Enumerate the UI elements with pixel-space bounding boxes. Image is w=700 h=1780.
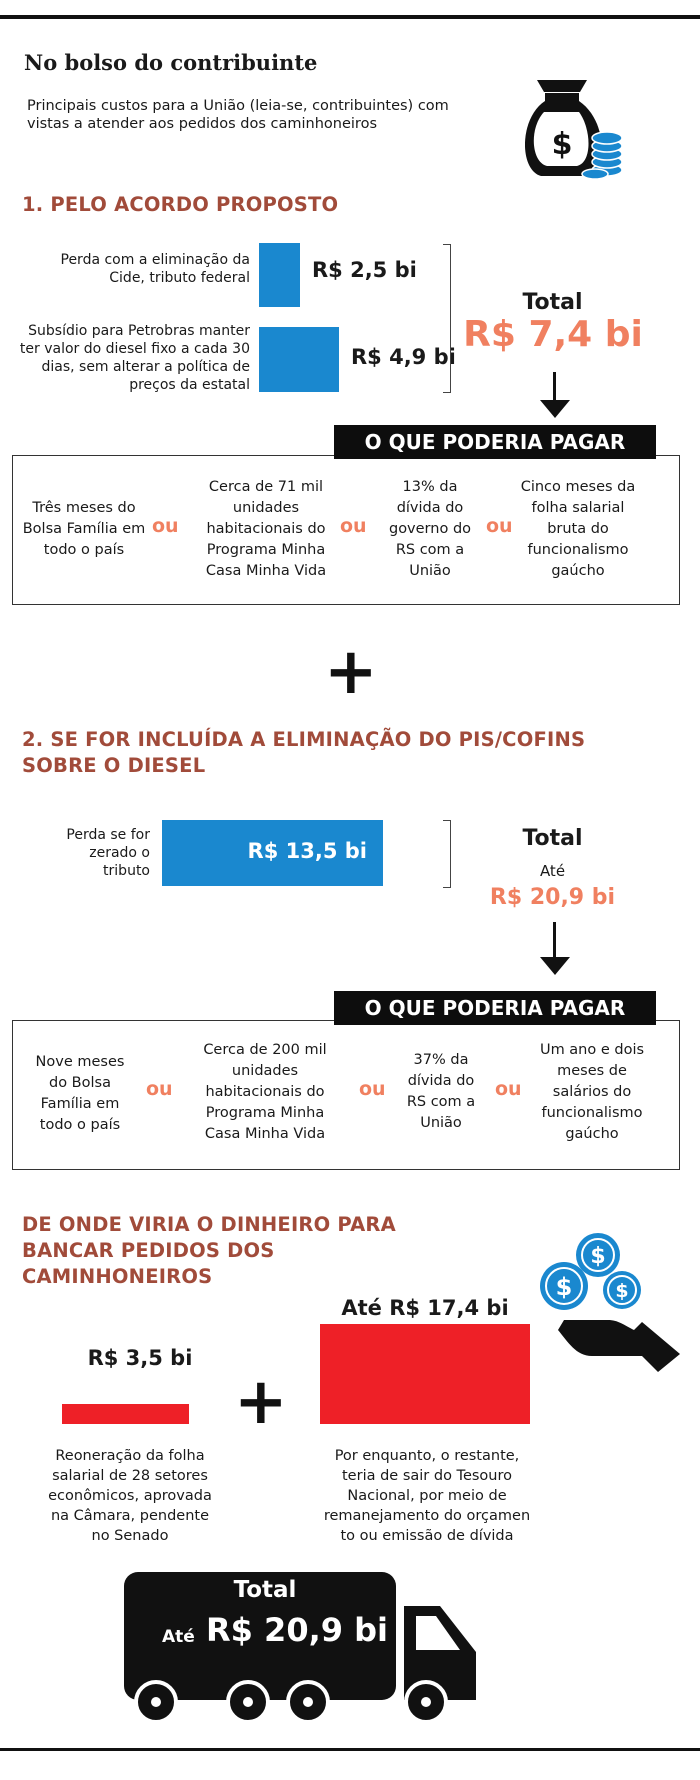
section1-bar1-value: R$ 2,5 bi: [312, 258, 417, 282]
section1-or-2: ou: [340, 515, 367, 537]
section2-could-pay-item-2: Cerca de 200 mil unidades habitacionais do Programa Minha Casa Minha Vida: [203, 1042, 327, 1142]
section1-could-pay-item-2: Cerca de 71 mil unidades habitacionais do Programa Minha Casa Minha Vida: [205, 479, 327, 579]
hand-with-dollar-coins-icon: [538, 1232, 683, 1372]
section2-could-pay-header: O QUE PODERIA PAGAR: [334, 991, 656, 1025]
section1-heading: 1. PELO ACORDO PROPOSTO: [22, 193, 339, 216]
bottom-rule: [0, 1748, 700, 1751]
section1-bar2: [259, 327, 339, 392]
truck-total-label: Total: [233, 1577, 297, 1603]
section3-right-value: Até R$ 17,4 bi: [341, 1296, 509, 1320]
section1-could-pay-item-4: Cinco meses da folha salarial bruta do funcionalismo gaúcho: [520, 479, 636, 579]
section2-could-pay-item-3: 37% da dívida do RS com a União: [406, 1052, 476, 1131]
truck-total-value: R$ 20,9 bi: [206, 1611, 389, 1649]
section3-left-bar: [62, 1404, 189, 1424]
svg-text:$: $: [555, 1273, 573, 1301]
section2-total-label: Total: [522, 826, 583, 851]
section2-or-2: ou: [359, 1078, 386, 1100]
section2-bar-label: Perda se for zerado o tributo: [66, 827, 150, 879]
section1-bracket: [443, 244, 451, 393]
section2-arrow-head: [540, 957, 570, 975]
section1-could-pay-item-1: Três meses do Bolsa Família em todo o país: [22, 500, 146, 558]
section2-bar-value: R$ 13,5 bi: [247, 839, 367, 863]
section2-total-prefix: Até: [539, 862, 566, 880]
page-title: No bolso do contribuinte: [24, 50, 318, 75]
section2-total-value: R$ 20,9 bi: [489, 885, 616, 910]
section3-plus: +: [234, 1365, 288, 1439]
section1-could-pay-header: O QUE PODERIA PAGAR: [334, 425, 656, 459]
section2-heading: 2. SE FOR INCLUÍDA A ELIMINAÇÃO DO PIS/COFINS SOBRE O DIESEL: [22, 728, 586, 777]
section2-bracket: [443, 820, 451, 888]
section1-arrow-head: [540, 400, 570, 418]
svg-text:$: $: [551, 127, 573, 162]
section1-or-3: ou: [486, 515, 513, 537]
section2-could-pay-item-1: Nove meses do Bolsa Família em todo o país: [35, 1054, 125, 1133]
plus-sign: +: [324, 635, 378, 709]
truck-total-prefix: Até: [162, 1627, 195, 1647]
section1-bar1-label: Perda com a eliminação da Cide, tributo federal: [60, 252, 250, 286]
section3-left-value: R$ 3,5 bi: [87, 1346, 193, 1370]
svg-text:$: $: [590, 1244, 606, 1269]
top-rule: [0, 15, 700, 19]
section2-or-1: ou: [146, 1078, 173, 1100]
section1-or-1: ou: [152, 515, 179, 537]
section2-or-3: ou: [495, 1078, 522, 1100]
svg-text:$: $: [615, 1280, 629, 1302]
section1-could-pay-item-3: 13% da dívida do governo do RS com a União: [388, 479, 472, 579]
section1-bar2-label: Subsídio para Petrobras manter ter valor do diesel fixo a cada 30 dias, sem alterar a política de preços da estatal: [19, 323, 250, 393]
section3-heading: DE ONDE VIRIA O DINHEIRO PARA BANCAR PEDIDOS DOS CAMINHONEIROS: [22, 1213, 396, 1288]
section1-bar1: [259, 243, 300, 307]
section1-total-label: Total: [522, 290, 583, 315]
section2-could-pay-item-4: Um ano e dois meses de salários do funcionalismo gaúcho: [539, 1042, 645, 1142]
section3-left-desc: Reoneração da folha salarial de 28 setores econômicos, aprovada na Câmara, pendente no Senado: [48, 1448, 212, 1544]
section1-bar2-value: R$ 4,9 bi: [351, 345, 456, 369]
section3-right-desc: Por enquanto, o restante, teria de sair do Tesouro Nacional, por meio de remanejamento do orçamen to ou emissão de dívida: [323, 1448, 531, 1544]
section2-arrow: [553, 922, 556, 959]
section3-right-bar: [320, 1324, 530, 1424]
page-subtitle: Principais custos para a União (leia-se, contribuintes) com vistas a atender aos pedidos dos caminhoneiros: [27, 98, 449, 132]
money-bag-with-coins-icon: [525, 76, 625, 186]
section1-arrow: [553, 372, 556, 402]
section1-total-value: R$ 7,4 bi: [463, 314, 643, 355]
